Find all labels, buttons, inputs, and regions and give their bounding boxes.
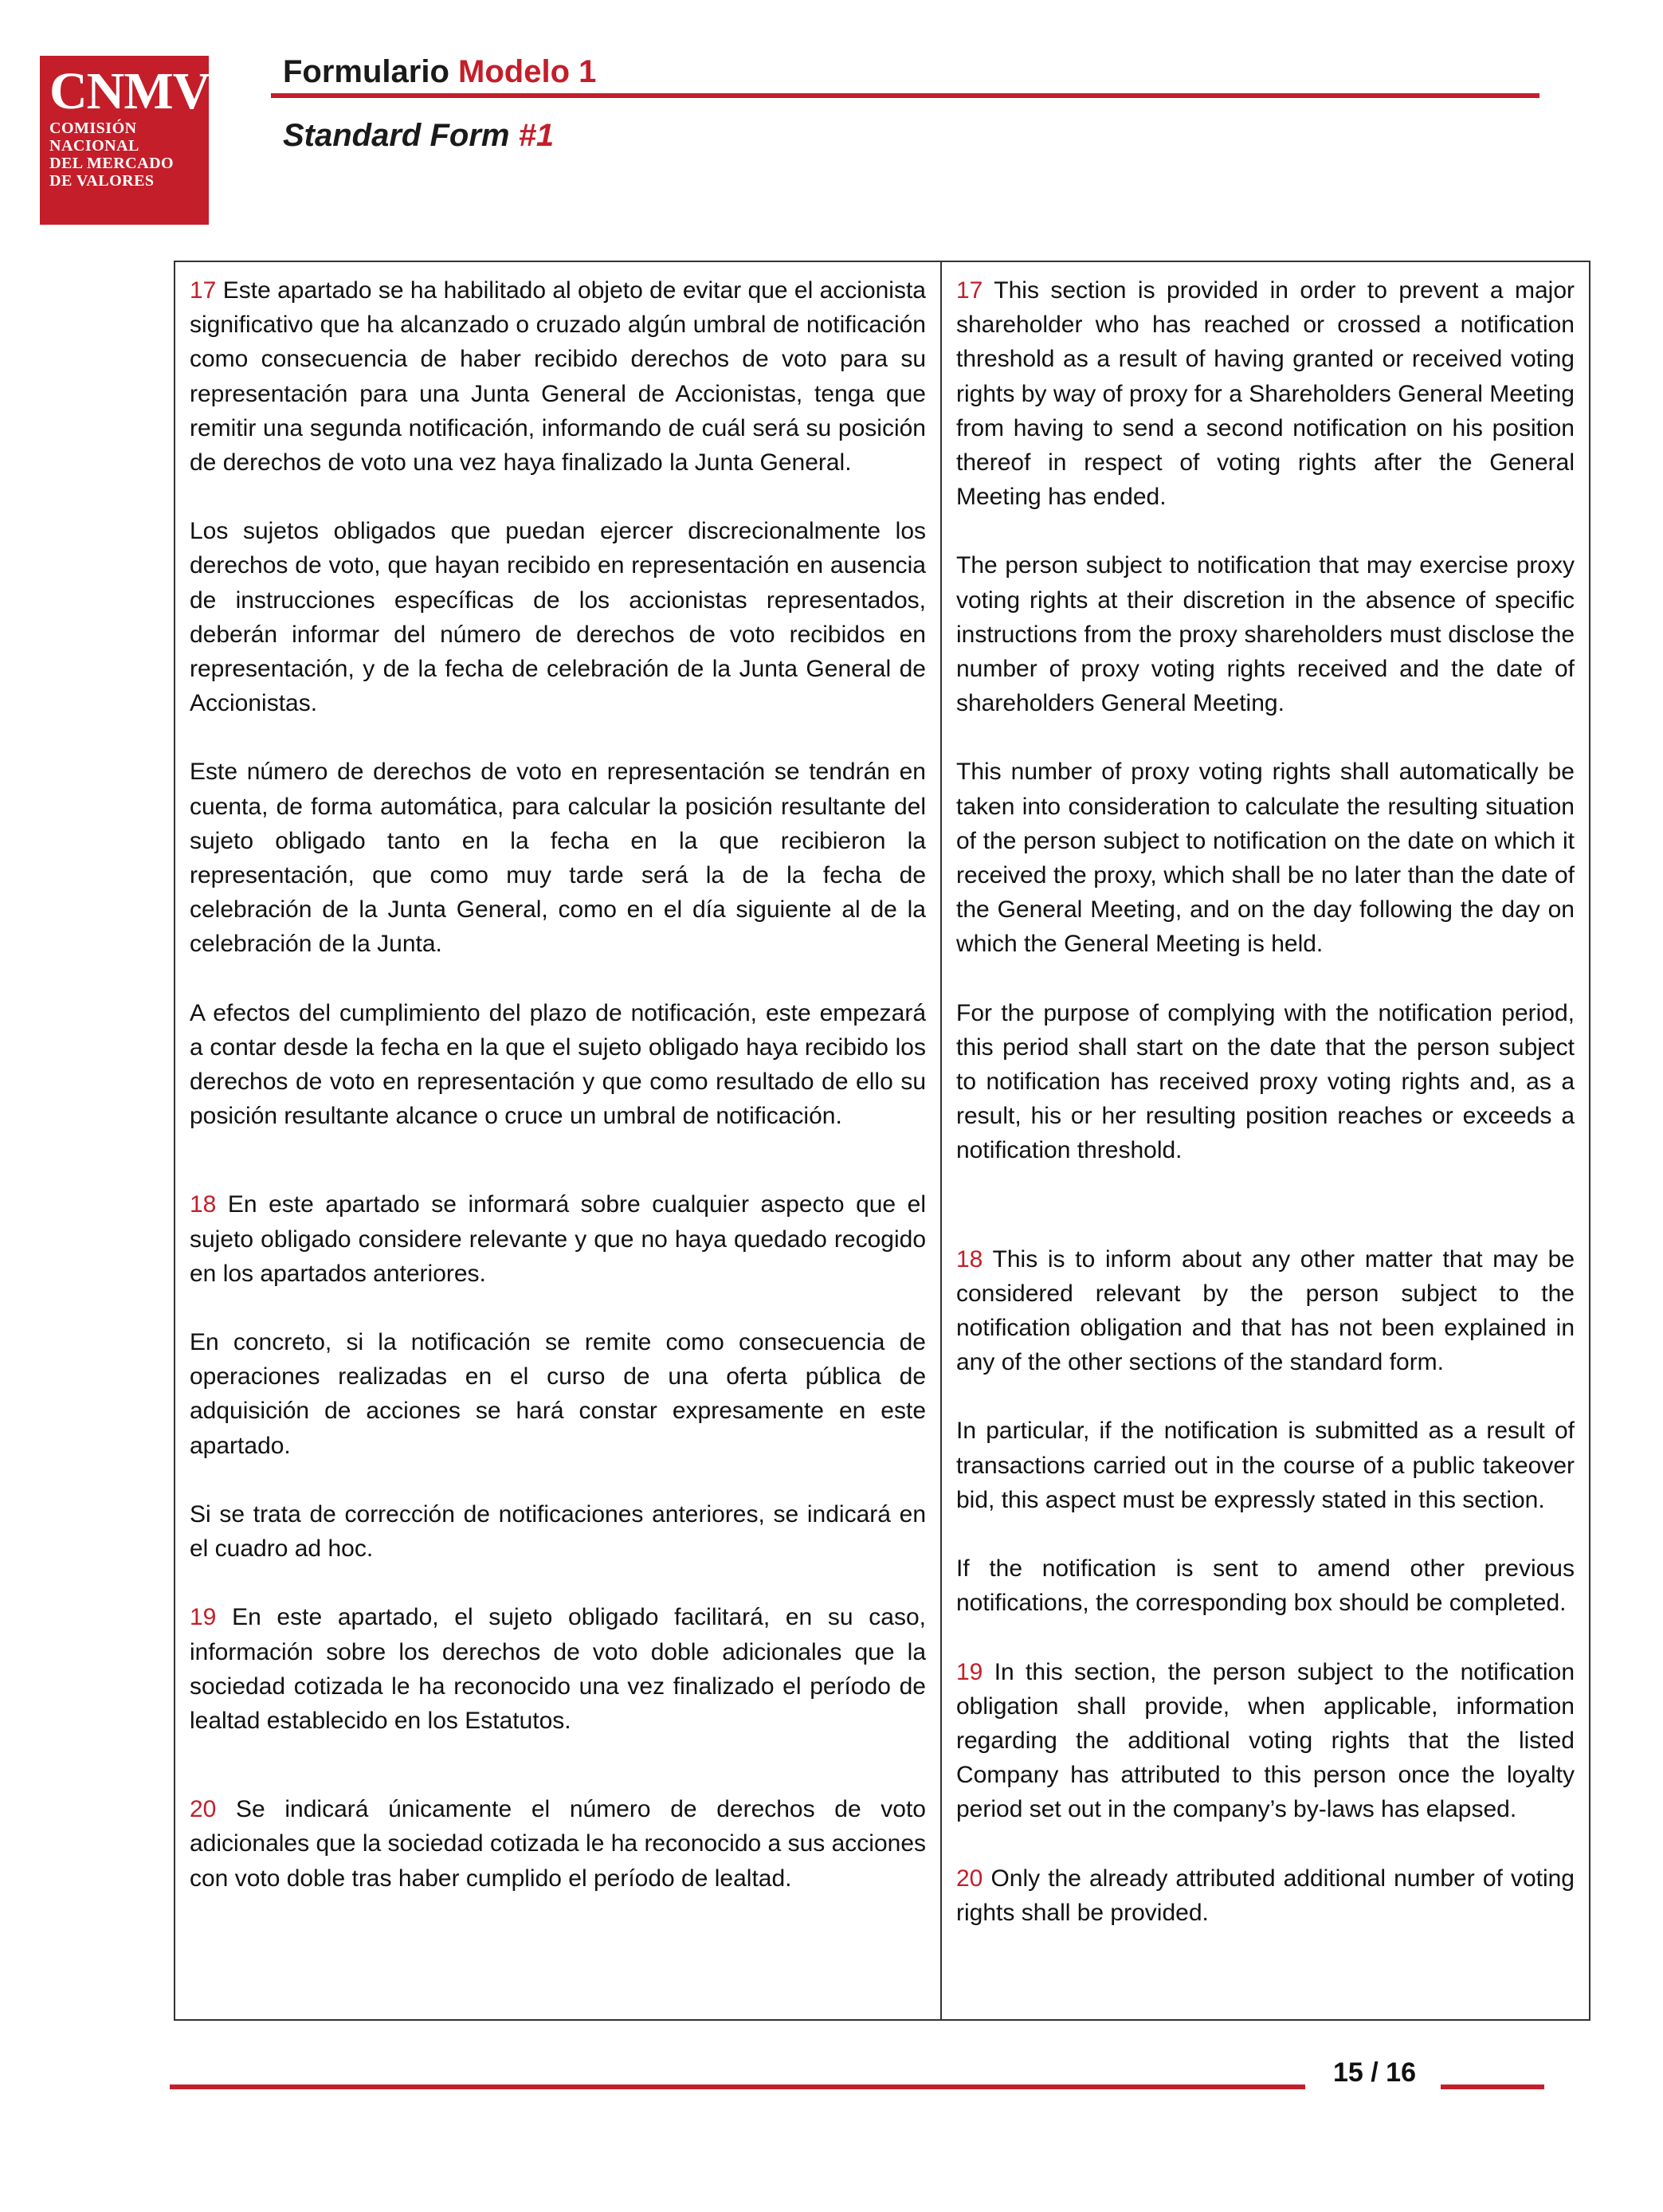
note-text: Los sujetos obligados que puedan ejercer discrecionalmente los derechos de voto, que hayan recibido en representación en ausencia de instrucciones específicas de los accionistas representados, deberán informar del número de derechos de voto recibidos en representación, y de la fecha de celebración de la Junta General de Accionistas. <box>190 518 926 717</box>
es-note-17d <box>190 996 926 1134</box>
note-text: If the notification is sent to amend other previous notifications, the corresponding box should be completed. <box>956 1555 1575 1617</box>
logo-mark: CNMV <box>49 62 210 120</box>
en-note-18b <box>956 1414 1575 1517</box>
title-main: Formulario <box>283 54 449 89</box>
note-number: 20 <box>190 1796 217 1823</box>
note-text: En concreto, si la notificación se remite como consecuencia de operaciones realizadas en el curso de una oferta pública de adquisición de acciones se hará constar expresamente en este apartado. <box>190 1329 926 1459</box>
english-column <box>941 261 1590 2020</box>
note-number: 18 <box>956 1245 983 1273</box>
note-number: 17 <box>190 277 217 304</box>
page-title <box>283 54 596 90</box>
note-text: En este apartado se informará sobre cualquier aspecto que el sujeto obligado considere relevante y que no haya quedado recogido en los apartados anteriores. <box>190 1191 926 1287</box>
en-note-18c <box>956 1551 1575 1620</box>
note-text: Este número de derechos de voto en representación se tendrán en cuenta, de forma automática, para calcular la posición resultante del sujeto obligado tanto en la fecha en la que recibieron la representación, que como muy tarde será la de la fecha de celebración de la Junta General, como en el día siguiente al de la celebración de la Junta. <box>190 759 926 958</box>
es-note-20 <box>190 1792 926 1896</box>
note-text: Se indicará únicamente el número de derechos de voto adicionales que la sociedad cotizada le ha reconocido a sus acciones con voto doble tras haber cumplido el período de lealtad. <box>190 1796 926 1892</box>
header-divider <box>271 93 1539 98</box>
note-number: 17 <box>956 277 983 304</box>
note-number: 18 <box>190 1191 217 1218</box>
es-note-19 <box>190 1600 926 1738</box>
note-text: The person subject to notification that may exercise proxy voting rights at their discretion in the absence of specific instructions from the proxy shareholders must disclose the number of proxy voting rights received and the date of shareholders General Meeting. <box>956 552 1575 717</box>
note-number: 20 <box>956 1865 983 1892</box>
note-number: 19 <box>956 1658 983 1685</box>
subtitle-accent: #1 <box>518 118 555 153</box>
title-accent: Modelo 1 <box>458 54 597 89</box>
logo-line-1: COMISIÓN <box>49 120 137 137</box>
en-note-17d <box>956 996 1575 1168</box>
en-note-20 <box>956 1861 1575 1930</box>
note-text: This section is provided in order to prevent a major shareholder who has reached or crossed a notification threshold as a result of having granted or received voting rights by way of proxy for a Shareholders General Meeting from having to send a second notification on his position thereof in respect of voting rights after the General Meeting has ended. <box>956 277 1575 511</box>
note-text: A efectos del cumplimiento del plazo de notificación, este empezará a contar desde la fecha en la que el sujeto obligado haya recibido los derechos de voto en representación y que como resultado de ello su posición resultante alcance o cruce un umbral de notificación. <box>190 999 926 1130</box>
note-text: In particular, if the notification is submitted as a result of transactions carried out in the course of a public takeover bid, this aspect must be expressly stated in this section. <box>956 1418 1575 1513</box>
en-note-18a <box>956 1242 1575 1380</box>
footer-divider-right <box>1441 2085 1544 2089</box>
table-row <box>175 261 1590 2020</box>
logo-line-2: NACIONAL <box>49 137 139 155</box>
spanish-column <box>175 261 941 2020</box>
note-text: This is to inform about any other matter that may be considered relevant by the person subject to the notification obligation and that has not been explained in any of the other sections of the standard form. <box>956 1245 1575 1376</box>
note-number: 19 <box>190 1604 217 1631</box>
logo-line-3: DEL MERCADO <box>49 155 175 172</box>
page-subtitle <box>283 118 554 154</box>
es-note-18c <box>190 1497 926 1566</box>
page-number: 15 / 16 <box>1333 2057 1416 2088</box>
en-note-17b <box>956 548 1575 720</box>
en-note-17a <box>956 273 1575 514</box>
note-text: Only the already attributed additional number of voting rights shall be provided. <box>956 1865 1575 1926</box>
en-note-19 <box>956 1655 1575 1827</box>
es-note-18b <box>190 1325 926 1463</box>
es-note-17b <box>190 514 926 720</box>
note-text: En este apartado, el sujeto obligado facilitará, en su caso, información sobre los derechos de voto doble adicionales que la sociedad cotizada le ha reconocido una vez finalizado el período de lealtad establecido en los Estatutos. <box>190 1604 926 1734</box>
cnmv-logo <box>40 56 209 225</box>
note-text: Si se trata de corrección de notificaciones anteriores, se indicará en el cuadro ad hoc. <box>190 1500 926 1563</box>
instructions-table <box>174 261 1590 2021</box>
note-text: In this section, the person subject to the notification obligation shall provide, when applicable, information regarding the additional voting rights that the listed Company has attributed to this person once the loyalty period set out in the company’s by-laws has elapsed. <box>956 1658 1575 1823</box>
es-note-18a <box>190 1187 926 1291</box>
logo-line-4: DE VALORES <box>49 172 155 190</box>
footer-divider-left <box>170 2085 1305 2089</box>
en-note-17c <box>956 755 1575 961</box>
es-note-17c <box>190 755 926 961</box>
es-note-17a <box>190 273 926 480</box>
note-text: For the purpose of complying with the notification period, this period shall start on the date that the person subject to notification has received proxy voting rights and, as a result, his or her resulting position reaches or exceeds a notification threshold. <box>956 999 1575 1164</box>
subtitle-main: Standard Form <box>283 118 510 153</box>
note-text: Este apartado se ha habilitado al objeto de evitar que el accionista significativo que ha alcanzado o cruzado algún umbral de notificación como consecuencia de haber recibido derechos de voto para su representación para una Junta General de Accionistas, tenga que remitir una segunda notificación, informando de cuál será su posición de derechos de voto una vez haya finalizado la Junta General. <box>190 277 926 477</box>
note-text: This number of proxy voting rights shall automatically be taken into consideration to calculate the resulting situation of the person subject to notification on the date on which it received the proxy, which shall be no later than the date of the General Meeting, and on the day following the day on which the General Meeting is held. <box>956 759 1575 958</box>
